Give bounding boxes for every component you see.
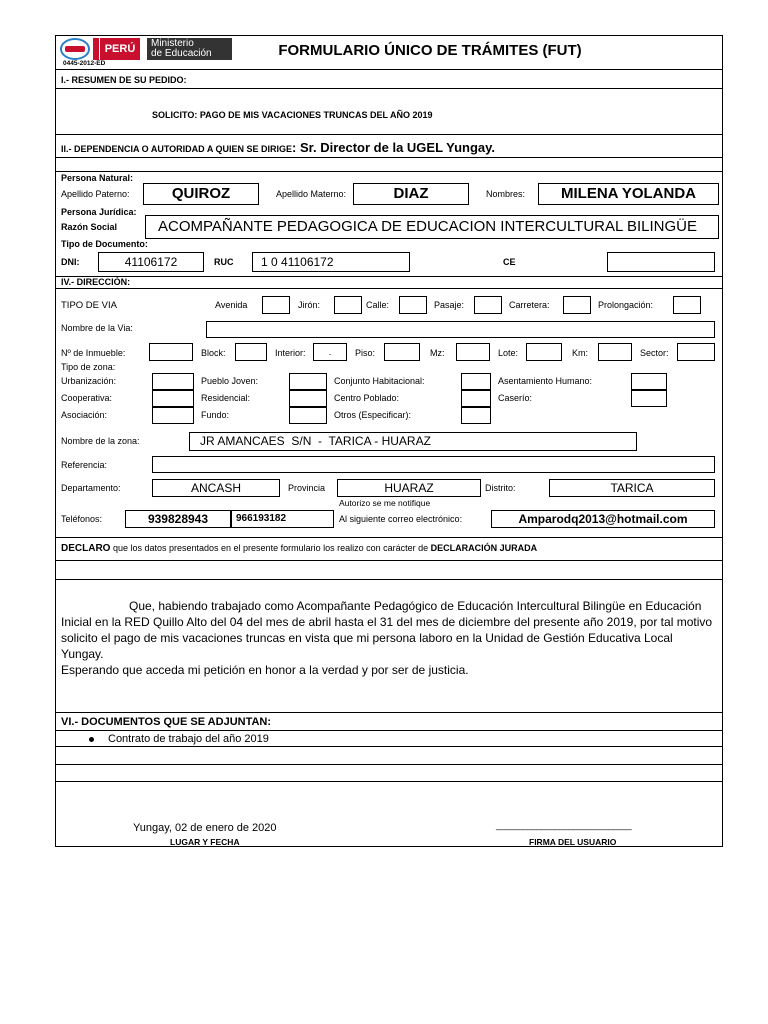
address-heading: IV.- DIRECCIÓN: xyxy=(61,277,131,287)
zone-col2-box-2[interactable] xyxy=(289,390,327,407)
razon-label: Razón Social xyxy=(61,222,118,232)
via-calle-box[interactable] xyxy=(399,296,427,314)
place-date: Yungay, 02 de enero de 2020 xyxy=(133,822,277,834)
section2-heading: II.- DEPENDENCIA O AUTORIDAD A QUIEN SE DIRIGE xyxy=(61,144,293,154)
declaration-line xyxy=(61,543,537,554)
via-prolongacion-label: Prolongación: xyxy=(598,300,654,310)
document-item: Contrato de trabajo del año 2019 xyxy=(113,733,269,745)
declaration-bold-end: DECLARACIÓN JURADA xyxy=(430,543,538,553)
declaration-bold-start: DECLARO xyxy=(61,543,111,554)
section1-heading: I.- RESUMEN DE SU PEDIDO: xyxy=(61,75,187,85)
zone-caserio-label: Caserío: xyxy=(498,393,533,403)
via-jiron-box[interactable] xyxy=(334,296,362,314)
lote-label: Lote: xyxy=(498,348,519,358)
zone-name-field[interactable]: JR AMANCAES S/N - TARICA - HUARAZ xyxy=(189,432,637,451)
district-label: Distrito: xyxy=(485,483,516,493)
lote-box[interactable] xyxy=(526,343,562,361)
logo-flag xyxy=(93,38,99,60)
zone-col4-box-2[interactable] xyxy=(631,390,667,407)
via-avenida-box[interactable] xyxy=(262,296,290,314)
via-prolongacion-box[interactable] xyxy=(673,296,701,314)
km-box[interactable] xyxy=(598,343,632,361)
block-box[interactable] xyxy=(235,343,267,361)
body-text xyxy=(61,598,713,678)
zone-col3-box-2[interactable] xyxy=(461,390,491,407)
signature-line: ______________________________ xyxy=(496,820,632,830)
inmueble-box[interactable] xyxy=(149,343,193,361)
body-paragraph-1: Que, habiendo trabajado como Acompañante Pedagógico de Educación Intercultural Bilingüe en Educación Inicial en la RED Quillo Alto del 04 del mes de abril hasta el 31 del mes de diciembre del presente año 2019, por tal motivo solicito el pago de mis vacaciones truncas en vista que mi persona laboro en la Unidad de Gestión Educativa Local Yungay. xyxy=(61,599,713,661)
body-paragraph-2: Esperando que acceda mi petición en honor a la verdad y por ser de justicia. xyxy=(61,663,469,677)
names-label: Nombres: xyxy=(486,189,526,199)
mz-box[interactable] xyxy=(456,343,490,361)
piso-label: Piso: xyxy=(355,348,376,358)
place-date-label: LUGAR Y FECHA xyxy=(170,837,240,847)
zone-centro-poblado-label: Centro Poblado: xyxy=(334,393,400,403)
sector-box[interactable] xyxy=(677,343,715,361)
ministry-logo xyxy=(57,37,232,67)
names-field[interactable]: MILENA YOLANDA xyxy=(538,183,719,205)
seal-icon xyxy=(60,38,90,60)
zone-col2-box-1[interactable] xyxy=(289,373,327,390)
interior-box[interactable]: . xyxy=(313,343,347,361)
zone-col2-box-3[interactable] xyxy=(289,407,327,424)
inmueble-label: Nº de Inmueble: xyxy=(61,348,126,358)
paternal-label: Apellido Paterno: xyxy=(61,189,130,199)
zone-fundo-label: Fundo: xyxy=(201,410,230,420)
via-type-label: TIPO DE VIA xyxy=(61,300,117,311)
ruc-label: RUC xyxy=(214,257,234,267)
maternal-field[interactable]: DIAZ xyxy=(353,183,469,205)
zone-pueblo-joven-label: Pueblo Joven: xyxy=(201,376,259,386)
zone-col1-box-3[interactable] xyxy=(152,407,194,424)
province-label: Provincia xyxy=(288,483,326,493)
zone-col3-box-1[interactable] xyxy=(461,373,491,390)
via-jiron-label: Jirón: xyxy=(298,300,321,310)
zone-col1-box-1[interactable] xyxy=(152,373,194,390)
zone-type-label: Tipo de zona: xyxy=(61,362,116,372)
via-carretera-label: Carretera: xyxy=(509,300,550,310)
piso-box[interactable] xyxy=(384,343,420,361)
phone2-field[interactable]: 966193182 xyxy=(231,510,334,528)
province-field[interactable]: HUARAZ xyxy=(337,479,481,497)
via-carretera-box[interactable] xyxy=(563,296,591,314)
department-label: Departamento: xyxy=(61,483,121,493)
km-label: Km: xyxy=(572,348,589,358)
request-text: SOLICITO: PAGO DE MIS VACACIONES TRUNCAS DEL AÑO 2019 xyxy=(152,110,433,120)
zone-otros-label: Otros (Especificar): xyxy=(334,410,412,420)
via-calle-label: Calle: xyxy=(366,300,390,310)
signature-label: FIRMA DEL USUARIO xyxy=(529,837,617,847)
phone1-field[interactable]: 939828943 xyxy=(125,510,231,528)
sector-label: Sector: xyxy=(640,348,669,358)
via-pasaje-box[interactable] xyxy=(474,296,502,314)
razon-field[interactable]: ACOMPAÑANTE PEDAGOGICA DE EDUCACION INTERCULTURAL BILINGÜE xyxy=(145,215,719,239)
reference-label: Referencia: xyxy=(61,460,108,470)
form-title: FORMULARIO ÚNICO DE TRÁMITES (FUT) xyxy=(278,42,582,59)
logo-ministry: Ministerio de Educación xyxy=(147,38,232,60)
via-pasaje-label: Pasaje: xyxy=(434,300,465,310)
natural-person-label: Persona Natural: xyxy=(61,173,134,183)
notify-label: Autorizo se me notifique xyxy=(339,498,431,508)
via-name-field[interactable] xyxy=(206,321,715,338)
maternal-label: Apellido Materno: xyxy=(276,189,347,199)
zone-col4-box-1[interactable] xyxy=(631,373,667,390)
phones-label: Teléfonos: xyxy=(61,514,103,524)
zone-urbanizacion-label: Urbanización: xyxy=(61,376,117,386)
logo-country: PERÚ xyxy=(100,38,140,60)
department-field[interactable]: ANCASH xyxy=(152,479,280,497)
via-name-label: Nombre de la Via: xyxy=(61,323,133,333)
zone-asentamiento-label: Asentamiento Humano: xyxy=(498,376,593,386)
zone-conjunto-label: Conjunto Habitacional: xyxy=(334,376,425,386)
authority-line xyxy=(61,139,495,157)
zone-name-label: Nombre de la zona: xyxy=(61,436,140,446)
ce-field[interactable] xyxy=(607,252,715,272)
dni-label: DNI: xyxy=(61,257,80,267)
authority-value: : Sr. Director de la UGEL Yungay. xyxy=(292,140,496,155)
email-label: Al siguiente correo electrónico: xyxy=(339,514,463,524)
reference-field[interactable] xyxy=(152,456,715,473)
zone-col3-box-3[interactable] xyxy=(461,407,491,424)
doc-type-label: Tipo de Documento: xyxy=(61,239,148,249)
zone-asociacion-label: Asociación: xyxy=(61,410,108,420)
zone-residencial-label: Residencial: xyxy=(201,393,251,403)
dni-field[interactable]: 41106172 xyxy=(98,252,204,272)
via-avenida-label: Avenida xyxy=(215,300,248,310)
ce-label: CE xyxy=(503,257,516,267)
juridical-person-label: Persona Jurídica: xyxy=(61,207,137,217)
interior-label: Interior: xyxy=(275,348,306,358)
block-label: Block: xyxy=(201,348,226,358)
logo-code: 0445-2012-ED xyxy=(63,60,106,67)
email-field[interactable]: Amparodq2013@hotmail.com xyxy=(491,510,715,528)
ruc-field[interactable]: 1 0 41106172 xyxy=(252,252,410,272)
zone-col1-box-2[interactable] xyxy=(152,390,194,407)
zone-cooperativa-label: Cooperativa: xyxy=(61,393,113,403)
mz-label: Mz: xyxy=(430,348,445,358)
declaration-middle: que los datos presentados en el presente formulario los realizo con carácter de xyxy=(110,543,431,553)
bullet-icon xyxy=(89,737,94,742)
paternal-field[interactable]: QUIROZ xyxy=(143,183,259,205)
documents-heading: VI.- DOCUMENTOS QUE SE ADJUNTAN: xyxy=(61,716,272,728)
district-field[interactable]: TARICA xyxy=(549,479,715,497)
